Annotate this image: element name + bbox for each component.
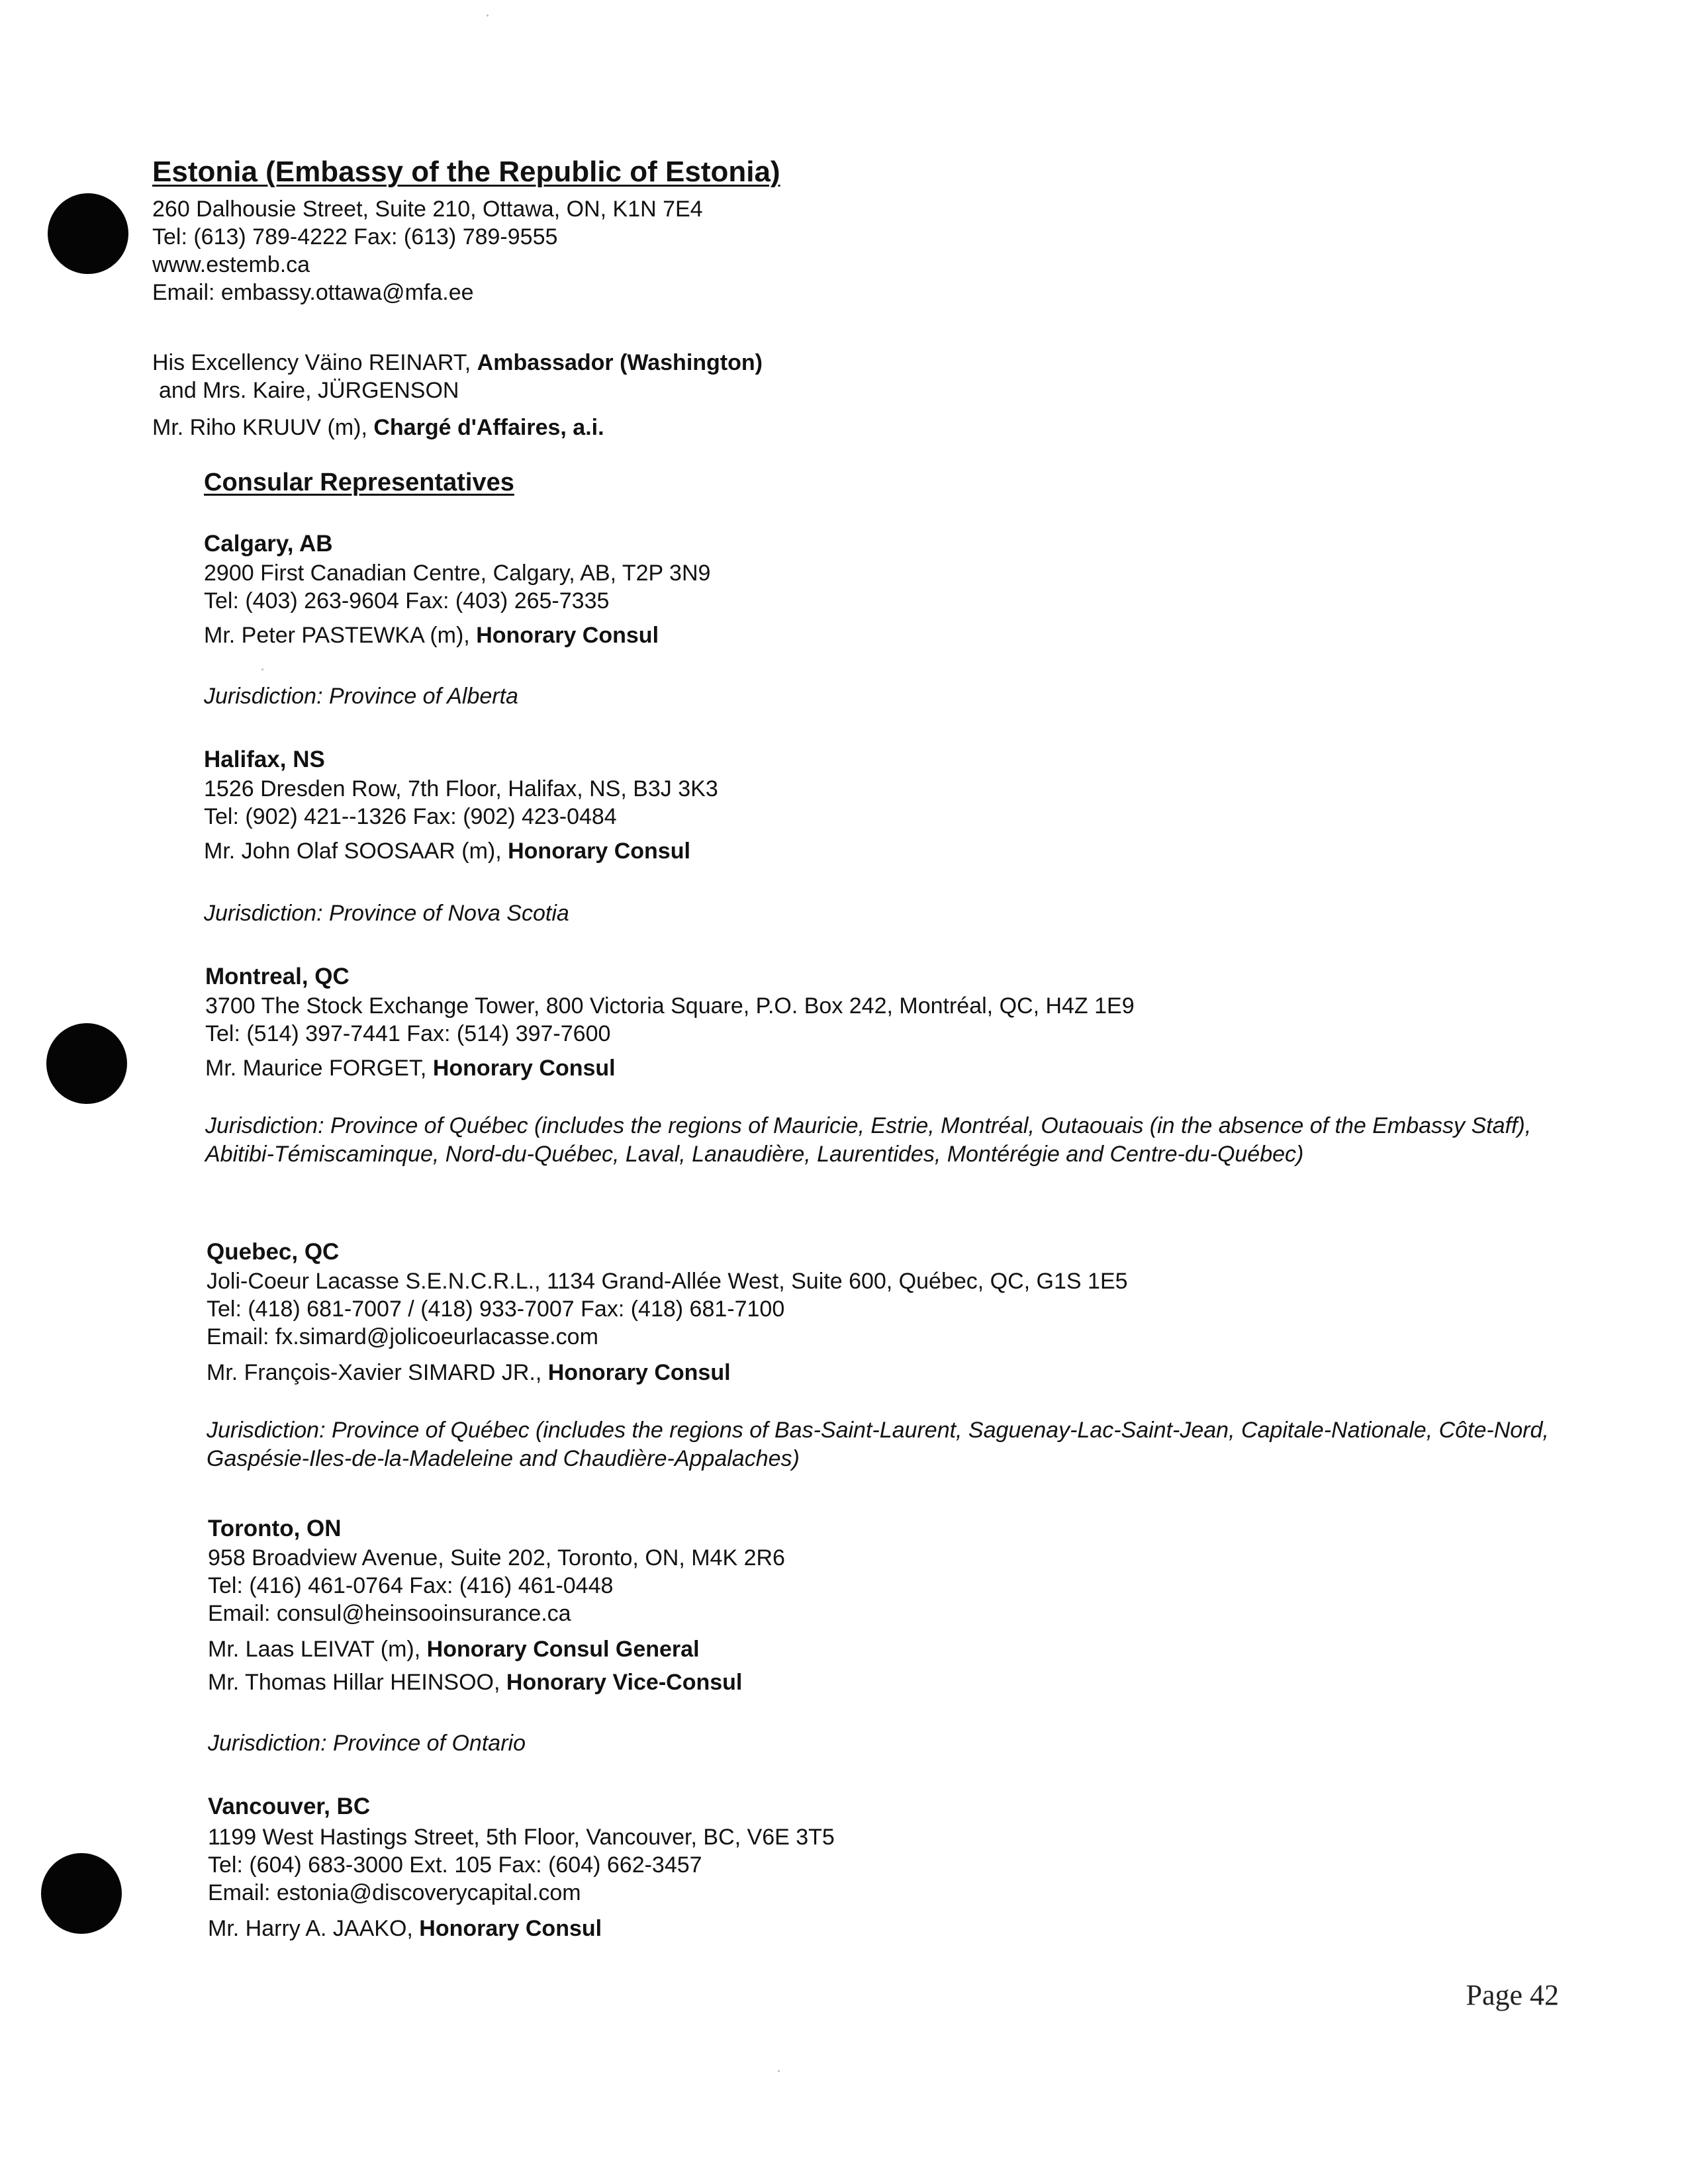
charge-name: Mr. Riho KRUUV (m), bbox=[152, 415, 374, 440]
contact-title: Honorary Consul bbox=[419, 1916, 602, 1941]
office-address: Joli-Coeur Lacasse S.E.N.C.R.L., 1134 Grand-Allée West, Suite 600, Québec, QC, G1S 1E5 bbox=[207, 1269, 1128, 1294]
ambassador-name: His Excellency Väino REINART, bbox=[152, 350, 477, 375]
contact-name: Mr. Peter PASTEWKA (m), bbox=[204, 623, 477, 648]
office-address: 1526 Dresden Row, 7th Floor, Halifax, NS, B3J 3K3 bbox=[204, 776, 718, 801]
office-phone: Tel: (902) 421--1326 Fax: (902) 423-0484 bbox=[204, 804, 617, 829]
office-phone: Tel: (403) 263-9604 Fax: (403) 265-7335 bbox=[204, 588, 610, 614]
contact-title: Honorary Consul bbox=[432, 1056, 616, 1081]
contact-name: Mr. François-Xavier SIMARD JR., bbox=[207, 1360, 548, 1385]
office-phone: Tel: (514) 397-7441 Fax: (514) 397-7600 bbox=[205, 1021, 611, 1046]
office-address: 1199 West Hastings Street, 5th Floor, Vancouver, BC, V6E 3T5 bbox=[208, 1825, 835, 1850]
charge-title: Chargé d'Affaires, a.i. bbox=[373, 415, 604, 440]
scan-speck bbox=[487, 15, 489, 17]
contact-name: Mr. Laas LEIVAT (m), bbox=[208, 1637, 427, 1662]
embassy-phone: Tel: (613) 789-4222 Fax: (613) 789-9555 bbox=[152, 224, 558, 250]
office-contact bbox=[205, 1055, 616, 1081]
office-contact bbox=[208, 1636, 700, 1662]
contact-title: Honorary Vice-Consul bbox=[506, 1670, 743, 1695]
office-phone: Tel: (418) 681-7007 / (418) 933-7007 Fax: (418) 681-7100 bbox=[207, 1297, 785, 1322]
charge-line bbox=[152, 414, 604, 441]
office-address: 3700 The Stock Exchange Tower, 800 Victoria Square, P.O. Box 242, Montréal, QC, H4Z 1E9 bbox=[205, 993, 1135, 1019]
office-contact bbox=[208, 1915, 602, 1942]
office-email: Email: fx.simard@jolicoeurlacasse.com bbox=[207, 1324, 598, 1349]
office-city: Montreal, QC bbox=[205, 964, 350, 989]
embassy-address: 260 Dalhousie Street, Suite 210, Ottawa, ON, K1N 7E4 bbox=[152, 197, 703, 222]
office-city: Vancouver, BC bbox=[208, 1794, 371, 1819]
office-phone: Tel: (604) 683-3000 Ext. 105 Fax: (604) 662-3457 bbox=[208, 1852, 702, 1878]
office-address: 958 Broadview Avenue, Suite 202, Toronto, ON, M4K 2R6 bbox=[208, 1545, 785, 1570]
embassy-website: www.estemb.ca bbox=[152, 252, 310, 277]
office-city: Quebec, QC bbox=[207, 1239, 340, 1265]
contact-name: Mr. Maurice FORGET, bbox=[205, 1056, 433, 1081]
ambassador-line bbox=[152, 349, 763, 376]
office-jurisdiction: Jurisdiction: Province of Nova Scotia bbox=[204, 901, 569, 926]
contact-title: Honorary Consul bbox=[476, 623, 659, 648]
contact-title: Honorary Consul General bbox=[426, 1637, 700, 1662]
office-jurisdiction: Jurisdiction: Province of Québec (includes the regions of Mauricie, Estrie, Montréal, Outaouais (in the absence of the Embassy Staff), Abitibi-Témiscaminque, Nord-du-Québec, Laval, Lanaudière, Laurentides, Montérégie and Centre-du-Québec) bbox=[205, 1113, 1532, 1167]
punch-hole bbox=[48, 193, 128, 274]
ambassador-title: Ambassador (Washington) bbox=[477, 350, 763, 375]
office-phone: Tel: (416) 461-0764 Fax: (416) 461-0448 bbox=[208, 1573, 614, 1598]
office-email: Email: estonia@discoverycapital.com bbox=[208, 1880, 581, 1905]
embassy-email: Email: embassy.ottawa@mfa.ee bbox=[152, 280, 474, 305]
office-contact bbox=[207, 1359, 731, 1386]
scan-speck bbox=[261, 668, 263, 670]
contact-name: Mr. Thomas Hillar HEINSOO, bbox=[208, 1670, 506, 1695]
office-email: Email: consul@heinsooinsurance.ca bbox=[208, 1601, 571, 1626]
punch-hole bbox=[41, 1853, 122, 1934]
office-contact bbox=[208, 1669, 742, 1696]
contact-name: Mr. Harry A. JAAKO, bbox=[208, 1916, 420, 1941]
contact-title: Honorary Consul bbox=[547, 1360, 731, 1385]
ambassador-spouse: and Mrs. Kaire, JÜRGENSON bbox=[159, 378, 459, 403]
office-address: 2900 First Canadian Centre, Calgary, AB, T2P 3N9 bbox=[204, 561, 711, 586]
embassy-title: Estonia (Embassy of the Republic of Estonia) bbox=[152, 156, 780, 188]
office-city: Toronto, ON bbox=[208, 1516, 342, 1541]
office-contact bbox=[204, 622, 659, 649]
office-city: Calgary, AB bbox=[204, 531, 333, 557]
contact-title: Honorary Consul bbox=[508, 839, 690, 864]
contact-name: Mr. John Olaf SOOSAAR (m), bbox=[204, 839, 508, 864]
page-number: Page 42 bbox=[1466, 1979, 1559, 2011]
office-jurisdiction: Jurisdiction: Province of Québec (includes the regions of Bas-Saint-Laurent, Saguenay-Lac-Saint-Jean, Capitale-Nationale, Côte-Nord, Gaspésie-Iles-de-la-Madeleine and Chaudière-Appalaches) bbox=[207, 1418, 1549, 1471]
office-contact bbox=[204, 838, 690, 864]
office-jurisdiction: Jurisdiction: Province of Alberta bbox=[204, 684, 518, 709]
scan-speck bbox=[778, 2070, 780, 2072]
office-jurisdiction: Jurisdiction: Province of Ontario bbox=[208, 1731, 526, 1756]
office-city: Halifax, NS bbox=[204, 747, 325, 772]
consular-heading: Consular Representatives bbox=[204, 469, 514, 496]
punch-hole bbox=[46, 1023, 127, 1104]
